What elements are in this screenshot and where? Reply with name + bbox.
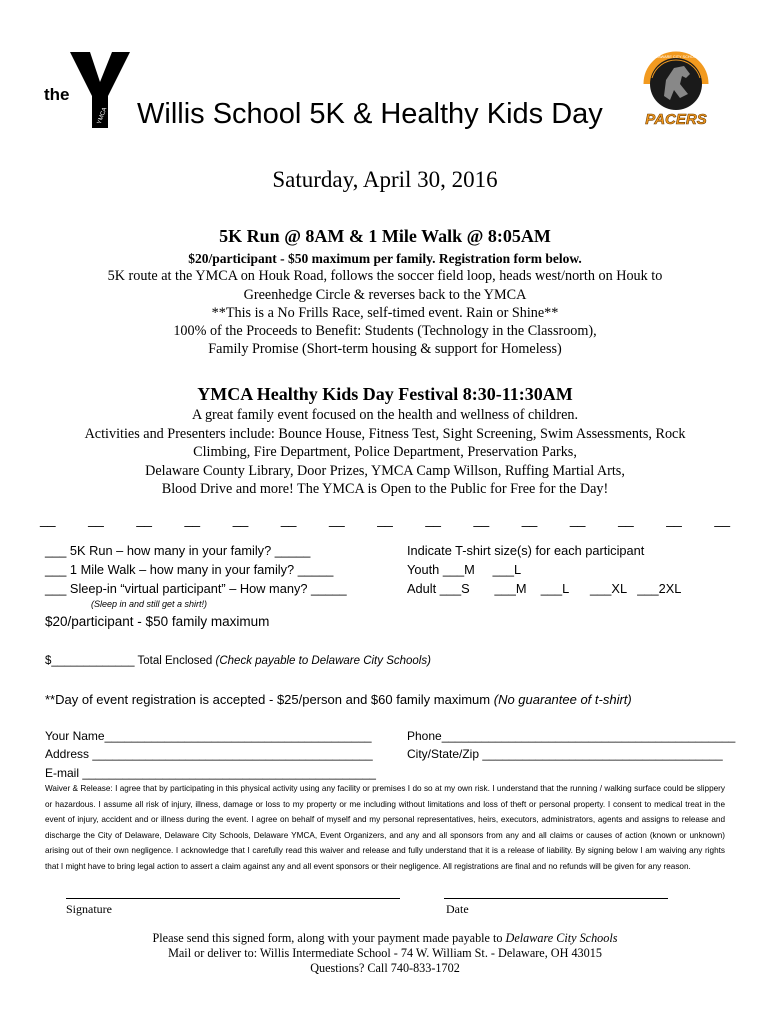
festival-info-line: Delaware County Library, Door Prizes, YMCA Camp Willson, Ruffing Martial Arts, — [145, 463, 625, 479]
day-of-note: (No guarantee of t-shirt) — [493, 692, 632, 707]
divider-dash: __ — [714, 511, 730, 527]
divider-dash: __ — [232, 511, 249, 527]
day-of-text: **Day of event registration is accepted - $25/person and $60 family maximum — [45, 692, 494, 707]
festival-info-line: Climbing, Fire Department, Police Department, Preservation Parks, — [193, 444, 577, 460]
email-field[interactable]: E-mail ____________________________________________ — [45, 766, 376, 780]
footer-questions-line: Questions? Call 740-833-1702 — [310, 961, 460, 975]
phone-field[interactable]: Phone____________________________________________ — [407, 729, 736, 743]
sleep-in-note: (Sleep in and still get a shirt!) — [91, 599, 208, 609]
pacers-logo — [636, 44, 716, 130]
festival-info-line: Blood Drive and more! The YMCA is Open to the Public for Free for the Day! — [161, 481, 609, 497]
signature-label: Signature — [66, 902, 112, 916]
divider-dash: __ — [88, 511, 104, 527]
footer-send-line — [0, 931, 770, 946]
total-enclosed-field[interactable] — [45, 655, 431, 667]
signature-line[interactable] — [66, 898, 400, 899]
festival-info-line: A great family event focused on the health and wellness of children. — [191, 407, 579, 423]
footer-mail-line: Mail or deliver to: Willis Intermediate School - 74 W. William St. - Delaware, OH 43015 — [168, 946, 602, 960]
date-label: Date — [446, 902, 469, 916]
race-info-line: 100% of the Proceeds to Benefit: Students (Technology in the Classroom), — [173, 323, 597, 339]
divider-dash: __ — [280, 511, 297, 527]
divider-dash: __ — [136, 511, 152, 527]
pacers-ring-text: DELAWARE CITY SCHOOLS — [650, 55, 702, 59]
race-info-line: **This is a No Frills Race, self-timed event. Rain or Shine** — [211, 305, 559, 321]
race-heading: 5K Run @ 8AM & 1 Mile Walk @ 8:05AM — [219, 226, 551, 246]
event-date: Saturday, April 30, 2016 — [272, 167, 498, 192]
page-title: Willis School 5K & Healthy Kids Day — [137, 98, 603, 130]
divider-dash: __ — [521, 511, 538, 527]
pacers-logo-text: PACERS — [645, 111, 707, 128]
divider-dash: __ — [425, 511, 441, 527]
divider-dash: __ — [329, 511, 345, 527]
race-price-line: $20/participant - $50 maximum per family. Registration form below. — [188, 251, 582, 266]
divider-dash: __ — [666, 511, 682, 527]
day-of-registration — [45, 692, 632, 707]
cut-line-divider — [40, 511, 730, 527]
footer-send-text: Please send this signed form, along with your payment made payable to — [152, 931, 506, 945]
youth-size-line[interactable]: Youth ___M ___L — [407, 562, 522, 577]
option-sleep-in[interactable]: ___ Sleep-in “virtual participant” – How many? _____ — [45, 581, 347, 596]
divider-dash: __ — [184, 511, 201, 527]
race-info-line: Family Promise (Short-term housing & support for Homeless) — [208, 341, 562, 357]
ymca-logo — [40, 48, 135, 130]
waiver-text: Waiver & Release: I agree that by participating in this physical activity using any facility or premises I do so at my own risk. I understand that the running / walking surface could be slippery or hazardous. I assume all risk of injury, illness, damage or loss to my property or me including without limitations and loss of theft or personal property. I consent to medical treat in the event of injury, accident and or illness during the event. I agree on behalf of myself and my personal representatives, heirs, executors, administrators, agents and assigns to release and discharge the City of Delaware, Delaware City Schools, Delaware YMCA, Event Organizers, and any and all sponsors from any and all claims or causes of action (known or unknown) arising out of their own negligence. I acknowledge that I carefully read this waiver and release and fully understand that it is a release of liability. By signing below I am waiving any rights that I might have to bring legal action to assert a claim against any and all event sponsors or their negligence. All registrations are final and no refunds will be given for any reason. — [45, 784, 725, 871]
price-summary: $20/participant - $50 family maximum — [45, 614, 270, 629]
divider-dash: __ — [377, 511, 393, 527]
festival-heading: YMCA Healthy Kids Day Festival 8:30-11:30AM — [197, 384, 573, 404]
total-enclosed-note: (Check payable to Delaware City Schools) — [215, 655, 431, 667]
divider-dash: __ — [473, 511, 490, 527]
tshirt-heading: Indicate T-shirt size(s) for each participant — [407, 543, 645, 558]
address-field[interactable]: Address __________________________________________ — [45, 747, 373, 761]
option-1-mile-walk[interactable]: ___ 1 Mile Walk – how many in your family? _____ — [45, 562, 334, 577]
divider-dash: __ — [40, 511, 56, 527]
race-info-line: Greenhedge Circle & reverses back to the YMCA — [243, 287, 527, 303]
divider-dash: __ — [618, 511, 634, 527]
divider-dash: __ — [569, 511, 586, 527]
race-info-line: 5K route at the YMCA on Houk Road, follows the soccer field loop, heads west/north on Houk to — [107, 268, 663, 284]
option-5k-run[interactable]: ___ 5K Run – how many in your family? _____ — [45, 543, 311, 558]
adult-size-line[interactable]: Adult ___S ___M ___L ___XL ___2XL — [407, 581, 682, 596]
total-enclosed-label: $_____________ Total Enclosed — [45, 655, 216, 667]
ymca-logo-small-text: YMCA — [96, 106, 109, 126]
ymca-logo-the: the — [44, 85, 70, 104]
name-field[interactable]: Your Name________________________________________ — [45, 729, 372, 743]
festival-info-line: Activities and Presenters include: Bounce House, Fitness Test, Sight Screening, Swim Assessments, Rock — [84, 426, 686, 442]
footer-payee: Delaware City Schools — [505, 931, 618, 945]
city-state-zip-field[interactable]: City/State/Zip ____________________________________ — [407, 747, 723, 761]
date-line[interactable] — [444, 898, 668, 899]
